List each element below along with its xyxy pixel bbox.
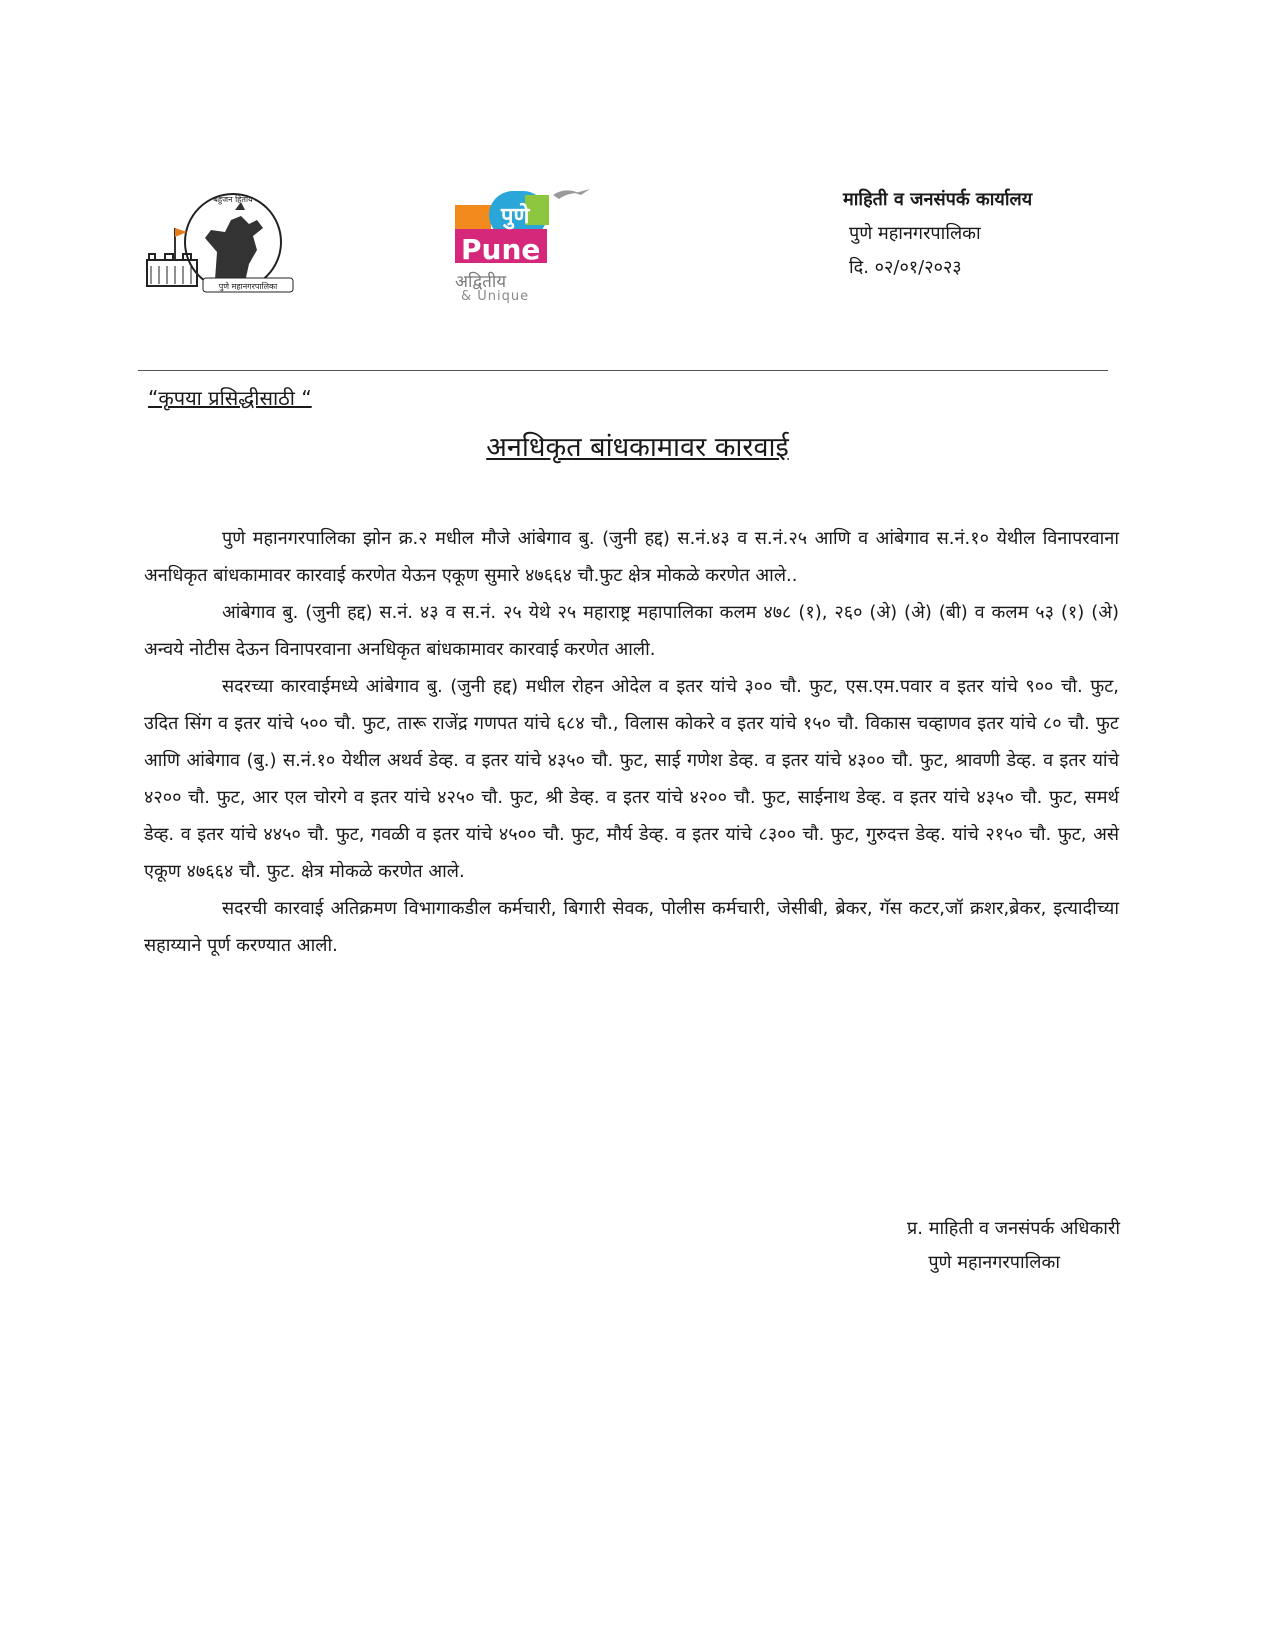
body-paragraph: आंबेगाव बु. (जुनी हद्द) स.नं. ४३ व स.नं. २५ येथे २५ महाराष्ट्र महापालिका कलम ४७८ (१), २६० (अे) (अे) (बी) व कलम ५३ (१) (अे) अन्वये नोटीस देऊन विनापरवाना अनधिकृत बांधकामावर कारवाई करणेत आली. — [144, 602, 1119, 660]
pune-city-logo — [455, 185, 605, 304]
header-divider — [138, 370, 1108, 371]
office-name: माहिती व जनसंपर्क कार्यालय — [843, 189, 1033, 210]
svg-text:Pune: Pune — [461, 233, 541, 266]
pune-tagline-english: & Unique — [461, 289, 530, 304]
document-date: दि. ०२/०१/२०२३ — [849, 257, 962, 278]
body-paragraph: सदरची कारवाई अतिक्रमण विभागाकडील कर्मचारी, बिगारी सेवक, पोलीस कर्मचारी, जेसीबी, ब्रेकर, गॅस कटर,जॉ क्रशर,ब्रेकर, इत्यादीच्या सहाय्याने पूर्ण करण्यात आली. — [144, 898, 1119, 956]
office-header — [843, 183, 1243, 285]
seal-banner-text: पुणे महानगरपालिका — [218, 282, 278, 291]
body-paragraph: पुणे महानगरपालिका झोन क्र.२ मधील मौजे आंबेगाव बु. (जुनी हद्द) स.नं.४३ व स.नं.२५ आणि व आंबेगाव स.नं.१० येथील विनापरवाना अनधिकृत बांधकामावर कारवाई करणेत येऊन एकूण सुमारे ४७६६४ चौ.फुट क्षेत्र मोकळे करणेत आले.. — [144, 528, 1119, 586]
body-paragraph: सदरच्या कारवाईमध्ये आंबेगाव बु. (जुनी हद्द) मधील रोहन ओदेल व इतर यांचे ३०० चौ. फुट, एस.एम.पवार व इतर यांचे ९०० चौ. फुट, उदित सिंग व इतर यांचे ५०० चौ. फुट, तारू राजेंद्र गणपत यांचे ६८४ चौ., विलास कोकरे व इतर यांचे १५० चौ. विकास चव्हाणव इतर यांचे ८० चौ. फुट आणि आंबेगाव (बु.) स.नं.१० येथील अथर्व डेव्ह. व इतर यांचे ४३५० चौ. फुट, साई गणेश डेव्ह. व इतर यांचे ४३०० चौ. फुट, श्रावणी डेव्ह. व इतर यांचे ४२०० चौ. फुट, आर एल चोरगे व इतर यांचे ४२५० चौ. फुट, श्री डेव्ह. व इतर यांचे ४२०० चौ. फुट, साईनाथ डेव्ह. व इतर यांचे ४३५० चौ. फुट, समर्थ डेव्ह. व इतर यांचे ४४५० चौ. फुट, गवळी व इतर यांचे ४५०० चौ. फुट, मौर्य डेव्ह. व इतर यांचे ८३०० चौ. फुट, गुरुदत्त डेव्ह. यांचे २१५० चौ. फुट, असे एकूण ४७६६४ चौ. फुट. क्षेत्र मोकळे करणेत आले. — [144, 676, 1119, 882]
svg-text:पुणे: पुणे — [501, 204, 530, 229]
publish-note: “कृपया प्रसिद्धीसाठी “ — [148, 386, 312, 410]
seal-top-text: बहुजन हिताय — [213, 195, 253, 204]
document-title: अनधिकृत बांधकामावर कारवाई — [486, 432, 789, 463]
signatory-title: प्र. माहिती व जनसंपर्क अधिकारी — [907, 1218, 1120, 1239]
signature-block — [760, 1212, 1120, 1280]
pune-tagline: अद्वितीय — [455, 272, 507, 292]
pmc-seal-logo — [145, 190, 300, 300]
press-release-body — [144, 520, 1119, 964]
signatory-organization: पुणे महानगरपालिका — [928, 1252, 1060, 1273]
municipal-corporation-name: पुणे महानगरपालिका — [849, 223, 981, 244]
